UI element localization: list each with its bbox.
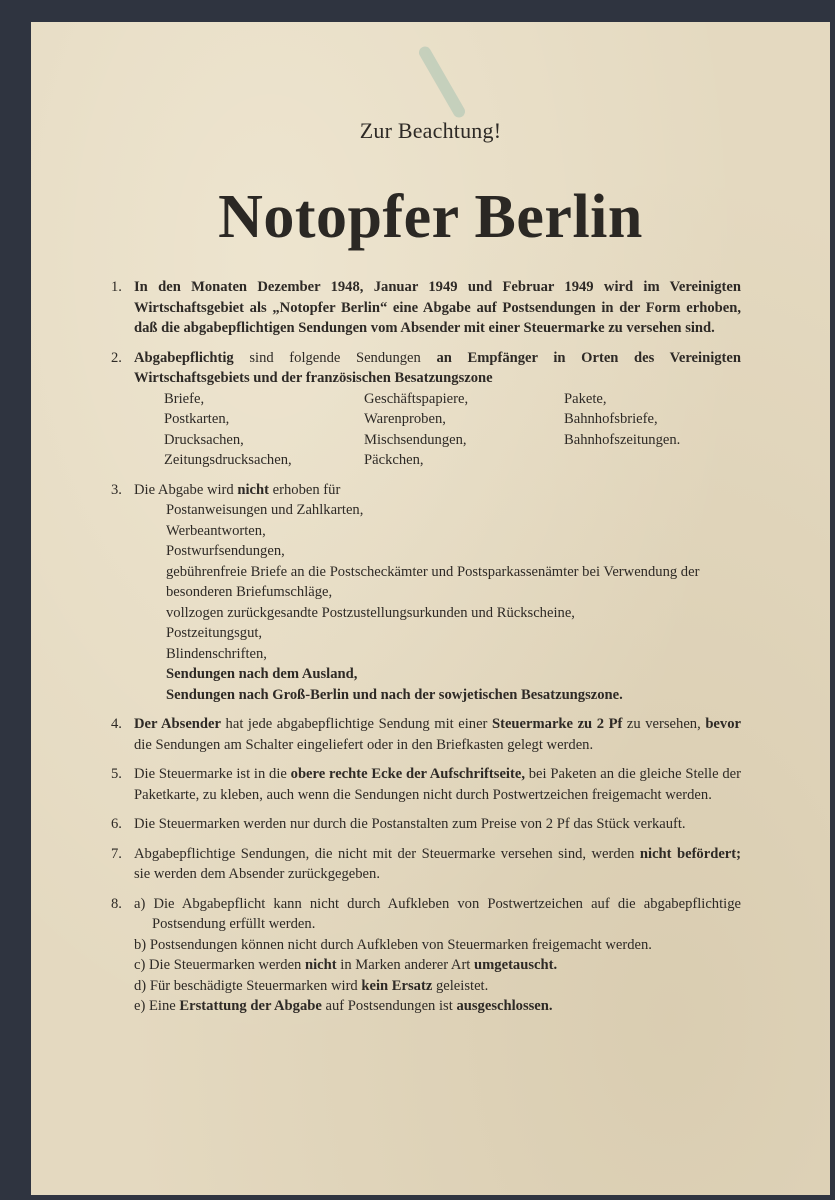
text-run: Die Steuermarken werden [149,957,306,973]
text-run: erhoben für [268,481,341,498]
text-run: Abgabepflichtige Sendungen, die nicht mit der Steuermarke versehen sind, werden [134,845,640,862]
exemption-item [166,603,741,624]
sub-clause-label: c) [134,957,146,973]
bold-text: In den Monaten Dezember 1948, Januar 1949 und Februar 1949 wird im Vereinigten Wirtschaftsgebiet als „Notopfer Berlin“ eine Abgabe auf Postsendungen in der Form erhoben, daß die abgabepflichtigen Sendungen vom Absender mit einer Steuermarke zu versehen sind. [134,279,741,336]
sub-clause-text [134,996,741,1017]
text-run: bei Paketen an die gleiche Stelle der Paketkarte, zu kleben, auch wenn die Sendungen nicht durch Postwertzeichen freigemacht werden. [134,766,741,803]
bold-text: ausgeschlossen. [456,998,553,1014]
text-run: Die Abgabepflicht kann nicht durch Aufkleben von Postwertzeichen auf die abgabepflichtige Postsendung erfüllt werden. [152,895,741,932]
mail-type: Zeitungsdrucksachen, [164,452,292,468]
paragraph-text [134,348,741,389]
ink-stain [417,44,467,119]
numbered-paragraph-7 [111,844,741,885]
exemption-item [166,623,741,644]
bold-text: kein Ersatz [361,977,433,994]
text-run: Für beschädigte Steuermarken wird [149,977,362,994]
text-run: Postanweisungen und Zahlkarten, [166,502,364,518]
paragraph-number: 6. [111,816,122,832]
notice-body [111,277,741,1026]
bold-text: Der Absender [134,716,221,732]
exemption-item [166,541,741,562]
bold-text: nicht befördert; [639,845,741,862]
paragraph-text [134,714,741,755]
mail-type: Briefe, [164,390,205,407]
paragraph-number: 5. [111,766,122,782]
sub-clause-label: b) [134,936,147,953]
numbered-paragraph-1 [111,277,741,339]
text-run: in Marken anderer Art [336,957,475,973]
notice-sheet [31,22,830,1195]
mail-type-list [134,389,741,471]
bold-text: bevor [705,716,741,732]
sub-clause-text [134,955,741,976]
text-run: zu versehen, [622,716,706,732]
mail-type: Mischsendungen, [364,431,467,448]
exemption-item [166,664,741,685]
sub-clause-text [134,976,741,997]
mail-type [564,450,744,471]
bold-text: nicht [237,481,269,498]
text-run: gebührenfreie Briefe an die Postscheckämter und Postsparkassenämter bei Verwendung der besonderen Briefumschläge, [166,563,700,600]
notice-subtitle: Zur Beachtung! [359,118,502,143]
text-run: vollzogen zurückgesandte Postzustellungsurkunden und Rückscheine, [166,604,575,621]
text-run: Eine [149,998,180,1014]
sub-clause-label: a) [134,895,146,912]
sub-clause-d [134,976,741,997]
bold-text: Steuermarke zu 2 Pf [491,716,623,732]
exemption-item [166,562,741,603]
numbered-paragraph-2 [111,348,741,471]
bold-text: Abgabepflichtig [134,349,234,366]
mail-type: Geschäftspapiere, [364,390,469,407]
text-run: Die Abgabe wird [134,481,238,498]
mail-type: Bahnhofszeitungen. [564,431,681,448]
exemption-item [166,500,741,521]
text-run: Postwurfsendungen, [166,543,285,559]
exemption-item [166,521,741,542]
paragraph-number: 1. [111,279,122,295]
paragraph-text [134,814,741,835]
numbered-paragraph-5 [111,764,741,805]
sub-clause-c [134,955,741,976]
text-run: Die Steuermarken werden nur durch die Postanstalten zum Preise von 2 Pf das Stück verkauft. [134,816,686,832]
mail-type: Pakete, [564,390,607,407]
text-run: Postzeitungsgut, [166,625,263,641]
text-run: Werbeantworten, [166,522,266,539]
bold-text: nicht [305,957,337,973]
bold-text: Erstattung der Abgabe [179,998,322,1014]
sub-clause-label: e) [134,998,146,1014]
bold-text: obere rechte Ecke der Aufschriftseite, [290,766,525,782]
exemption-list [134,500,741,705]
mail-type: Postkarten, [164,411,230,427]
mail-type: Warenproben, [364,411,446,427]
notice-title: Notopfer Berlin [218,183,643,251]
text-run: Die Steuermarke ist in die [134,766,291,782]
paragraph-text [134,844,741,885]
exemption-item [166,644,741,665]
bold-text: umgetauscht. [474,957,558,973]
numbered-paragraph-3 [111,480,741,706]
mail-type: Päckchen, [364,452,424,468]
numbered-paragraph-8 [111,894,741,1017]
text-run: Postsendungen können nicht durch Aufkleben von Steuermarken freigemacht werden. [149,936,652,953]
text-run: hat jede abgabepflichtige Sendung mit einer [220,716,492,732]
bold-text: Sendungen nach Groß-Berlin und nach der sowjetischen Besatzungszone. [166,686,623,703]
paragraph-number: 8. [111,895,122,912]
numbered-paragraph-6 [111,814,741,835]
paragraph-text [134,764,741,805]
exemption-item [166,685,741,706]
bold-text: an Empfänger in Orten des Vereinigten Wirtschaftsgebiets und der französischen Besatzungszone [134,349,741,386]
paragraph-number: 4. [111,716,122,732]
text-run: sie werden dem Absender zurückgegeben. [134,866,380,882]
paragraph-number: 2. [111,349,122,366]
text-run: die Sendungen am Schalter eingeliefert oder in den Briefkasten gelegt werden. [134,736,594,753]
text-run: sind folgende Sendungen [233,349,437,366]
sub-clause-text [134,935,741,956]
sub-clause-a [134,894,741,935]
paragraph-number: 3. [111,481,122,498]
text-run: Blindenschriften, [166,645,267,662]
sub-clause-text [134,894,741,935]
mail-type: Drucksachen, [164,431,244,448]
mail-type: Bahnhofsbriefe, [564,411,658,427]
paragraph-text [134,277,741,339]
text-run: auf Postsendungen ist [321,998,457,1014]
numbered-paragraph-4 [111,714,741,755]
sub-clause-b [134,935,741,956]
paragraph-number: 7. [111,845,122,862]
bold-text: Sendungen nach dem Ausland, [166,666,358,682]
sub-clause-label: d) [134,977,147,994]
text-run: geleistet. [432,977,489,994]
sub-clause-e [134,996,741,1017]
paragraph-text [134,480,741,501]
